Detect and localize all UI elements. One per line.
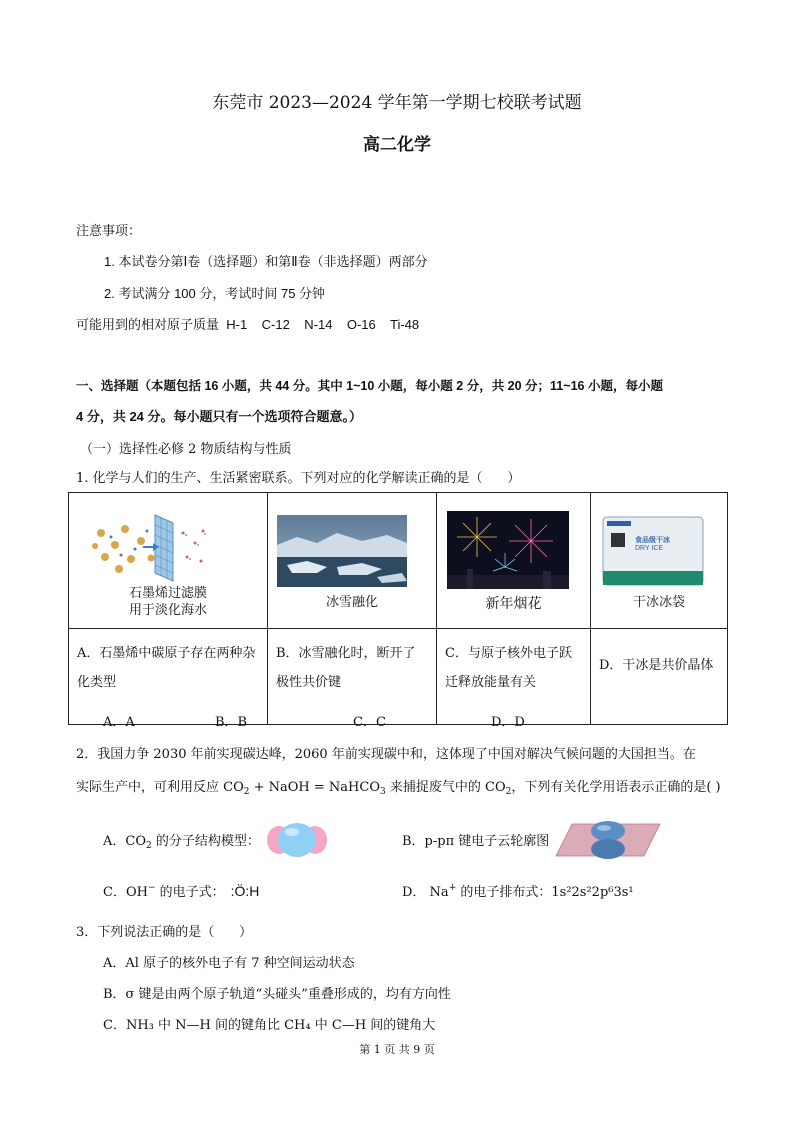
graphene-caption-1: 石墨烯过滤膜 (128, 586, 207, 601)
q1-image-cell-dryice (591, 493, 728, 629)
notice-heading: 注意事项： (76, 223, 142, 238)
graphene-filter-image (91, 513, 211, 583)
q2-option-b: B．p-pπ 键电子云轮廓图 (402, 834, 550, 849)
p-p-pi-orbital-image (554, 818, 662, 862)
dryice-caption: 干冰冰袋 (632, 595, 685, 610)
notice-item-1: 1. 本试卷分第Ⅰ卷（选择题）和第Ⅱ卷（非选择题）两部分 (104, 254, 428, 269)
q1-answer-b: B．B (215, 715, 248, 730)
section-heading-line1: 一、选择题（本题包括 16 小题，共 44 分。其中 1~10 小题，每小题 2 分，共 20 分；11~16 小题，每小题 (76, 379, 663, 393)
notice-item-2: 2. 考试满分 100 分，考试时间 75 分钟 (104, 286, 326, 301)
q2-option-a: A．$CO_2$ 的分子结构模型： (103, 834, 260, 851)
fireworks-caption: 新年烟花 (485, 596, 542, 612)
q1-image-cell-graphene (69, 493, 268, 629)
q1-option-b: B．冰雪融化时，断开了极性共价键 (268, 629, 437, 725)
q2-option-d: D． Na+ 的电子排布式：1s²2s²2p⁶3s¹ (402, 883, 634, 900)
q1-answer-d: D．D (491, 715, 525, 730)
q2-line1: 2．我国力争 2030 年前实现碳达峰，2060 年前实现碳中和，这体现了中国对解决气候问题的大国担当。在 (76, 747, 696, 762)
q3-option-b: B．σ 键是由两个原子轨道“头碰头”重叠形成的，均有方向性 (103, 987, 451, 1002)
q1-image-cell-fireworks (437, 493, 591, 629)
fireworks-image (447, 511, 569, 589)
dry-ice-bag-text-1: 食品级干冰 (635, 537, 670, 544)
section-heading-line2: 4 分，共 24 分。每小题只有一个选项符合题意。） (76, 409, 363, 424)
page-number: 第 1 页 共 9 页 (359, 1043, 435, 1056)
q3-option-c: C．NH₃ 中 N—H 间的键角比 CH₄ 中 C—H 间的键角大 (103, 1018, 436, 1033)
q1-table (68, 492, 728, 725)
q3-stem: 3．下列说法正确的是（ ） (76, 925, 253, 940)
q1-answer-a: A．A (103, 715, 135, 730)
q1-stem: 1. 化学与人们的生产、生活紧密联系。下列对应的化学解读正确的是（ ） (76, 471, 521, 486)
q1-answer-c: C．C (353, 715, 386, 730)
dry-ice-bag-text-2: DRY ICE (635, 545, 664, 552)
q3-option-a: A．Al 原子的核外电子有 7 种空间运动状态 (103, 956, 355, 971)
q1-option-c: C．与原子核外电子跃迁释放能量有关 (437, 629, 591, 725)
q1-option-d: D．干冰是共价晶体 (591, 629, 728, 725)
melting-ice-image (277, 515, 407, 587)
q2-option-c: C．OH− 的电子式： :Ö:H (103, 883, 260, 900)
atomic-masses: 可能用到的相对原子质量 H-1 C-12 N-14 O-16 Ti-48 (76, 317, 420, 332)
q2-line2: 实际生产中，可利用反应 $CO_2$ + NaOH = NaHCO$_3$ 来捕捉废气中的 $CO_2$，下列有关化学用语表示正确的是( ) (76, 780, 721, 797)
graphene-caption-2: 用于淡化海水 (128, 603, 207, 618)
q1-image-cell-ice (268, 493, 437, 629)
co2-model-image (266, 822, 328, 858)
subject-title: 高二化学 (363, 135, 431, 155)
q1-option-a: A．石墨烯中碳原子存在两种杂化类型 (69, 629, 268, 725)
ice-caption: 冰雪融化 (325, 595, 378, 610)
hydroxide-electron-dot: :Ö:H (230, 883, 260, 899)
section-subheading: （一）选择性必修 2 物质结构与性质 (80, 442, 292, 457)
exam-title: 东莞市 2023—2024 学年第一学期七校联考试题 (212, 93, 582, 113)
